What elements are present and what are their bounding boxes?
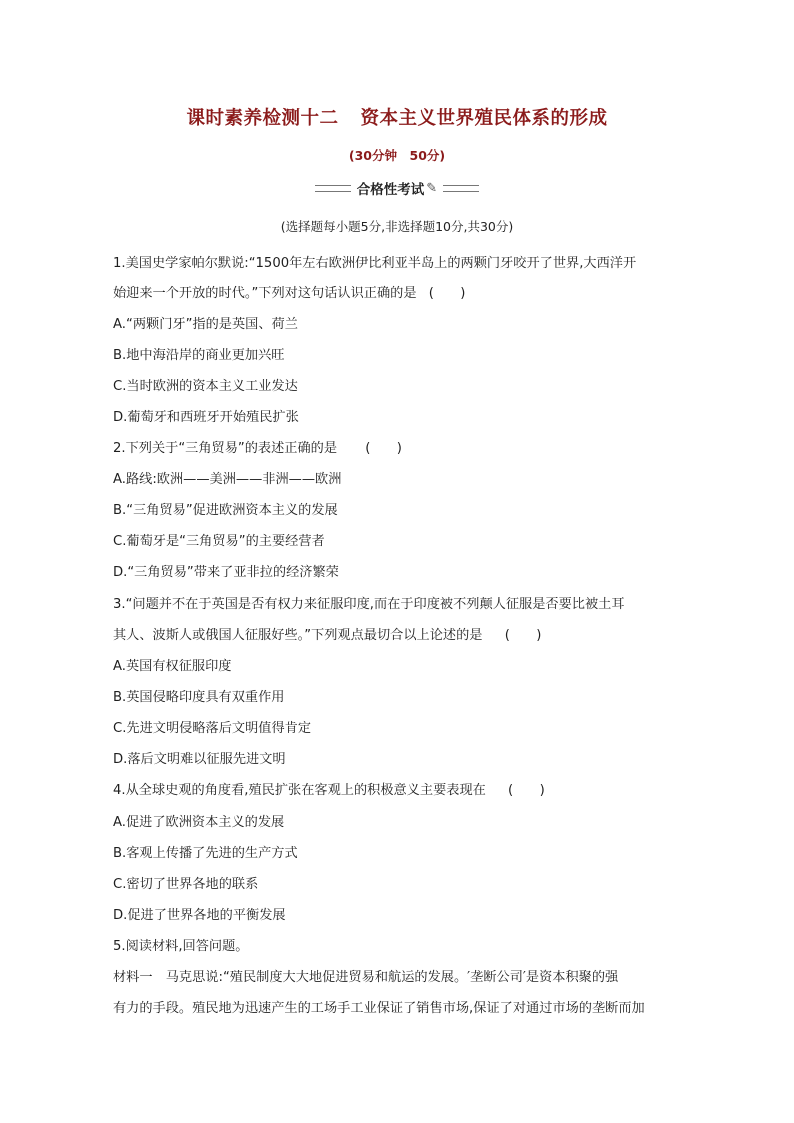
q4-stem — [113, 779, 683, 798]
q4-answer-blank[interactable]: ( ) — [508, 783, 545, 798]
q4-option-d[interactable]: D.促进了世界各地的平衡发展 — [113, 908, 286, 923]
q4-option-a[interactable]: A.促进了欧洲资本主义的发展 — [113, 815, 285, 830]
q3-option-d[interactable]: D.落后文明难以征服先进文明 — [113, 752, 286, 767]
page-title — [0, 104, 794, 130]
q4-option-c[interactable]: C.密切了世界各地的联系 — [113, 877, 259, 892]
section-label: 合格性考试 — [356, 182, 425, 198]
q5-material-line-1: 材料一 马克思说:“殖民制度大大地促进贸易和航运的发展。′垄断公司′是资本积聚的强 — [113, 970, 619, 985]
q3-option-b[interactable]: B.英国侵略印度具有双重作用 — [113, 690, 285, 705]
q3-option-c[interactable]: C.先进文明侵略落后文明值得肯定 — [113, 721, 312, 736]
section-note: (选择题每小题5分,非选择题10分,共30分) — [280, 219, 514, 234]
time-score: (30分钟 50分) — [348, 148, 446, 163]
q3-stem-text: 其人、波斯人或俄国人征服好些。”下列观点最切合以上论述的是 — [113, 628, 483, 643]
q1-answer-blank[interactable]: ( ) — [428, 286, 466, 301]
q1-option-c[interactable]: C.当时欧洲的资本主义工业发达 — [113, 379, 298, 394]
q1-stem-line-2 — [113, 282, 683, 301]
q2-option-d[interactable]: D.“三角贸易”带来了亚非拉的经济繁荣 — [113, 565, 339, 580]
title-right: 资本主义世界殖民体系的形成 — [360, 108, 608, 129]
section-rule-left — [315, 185, 351, 192]
q5-material-line-2: 有力的手段。殖民地为迅速产生的工场手工业保证了销售市场,保证了对通过市场的垄断而加 — [113, 1001, 645, 1016]
q1-option-a[interactable]: A.“两颗门牙”指的是英国、荷兰 — [113, 317, 298, 332]
q2-option-a[interactable]: A.路线:欧洲——美洲——非洲——欧洲 — [113, 472, 342, 487]
q2-stem-text: 2.下列关于“三角贸易”的表述正确的是 — [113, 441, 338, 456]
q1-stem-line-1: 1.美国史学家帕尔默说:“1500年左右欧洲伊比利亚半岛上的两颗门牙咬开了世界,大西洋开 — [113, 256, 637, 271]
q2-option-b[interactable]: B.“三角贸易”促进欧洲资本主义的发展 — [113, 503, 338, 518]
q2-option-c[interactable]: C.葡萄牙是“三角贸易”的主要经营者 — [113, 534, 325, 549]
section-heading — [0, 178, 794, 198]
q1-option-d[interactable]: D.葡萄牙和西班牙开始殖民扩张 — [113, 410, 299, 425]
q3-stem-line-2 — [113, 624, 683, 643]
q2-answer-blank[interactable]: ( ) — [365, 441, 402, 456]
q1-option-b[interactable]: B.地中海沿岸的商业更加兴旺 — [113, 348, 285, 363]
q3-answer-blank[interactable]: ( ) — [504, 628, 542, 643]
q3-option-a[interactable]: A.英国有权征服印度 — [113, 659, 232, 674]
q1-stem-text: 始迎来一个开放的时代。”下列对这句话认识正确的是 — [113, 286, 417, 301]
q4-option-b[interactable]: B.客观上传播了先进的生产方式 — [113, 846, 298, 861]
title-left: 课时素养检测十二 — [186, 108, 339, 129]
section-rule-right — [443, 185, 479, 192]
pencil-icon: ✎ — [426, 180, 438, 196]
q2-stem — [113, 437, 683, 456]
q5-stem: 5.阅读材料,回答问题。 — [113, 939, 249, 954]
q3-stem-line-1: 3.“问题并不在于英国是否有权力来征服印度,而在于印度被不列颠人征服是否要比被土耳 — [113, 597, 625, 612]
q4-stem-text: 4.从全球史观的角度看,殖民扩张在客观上的积极意义主要表现在 — [113, 783, 486, 798]
